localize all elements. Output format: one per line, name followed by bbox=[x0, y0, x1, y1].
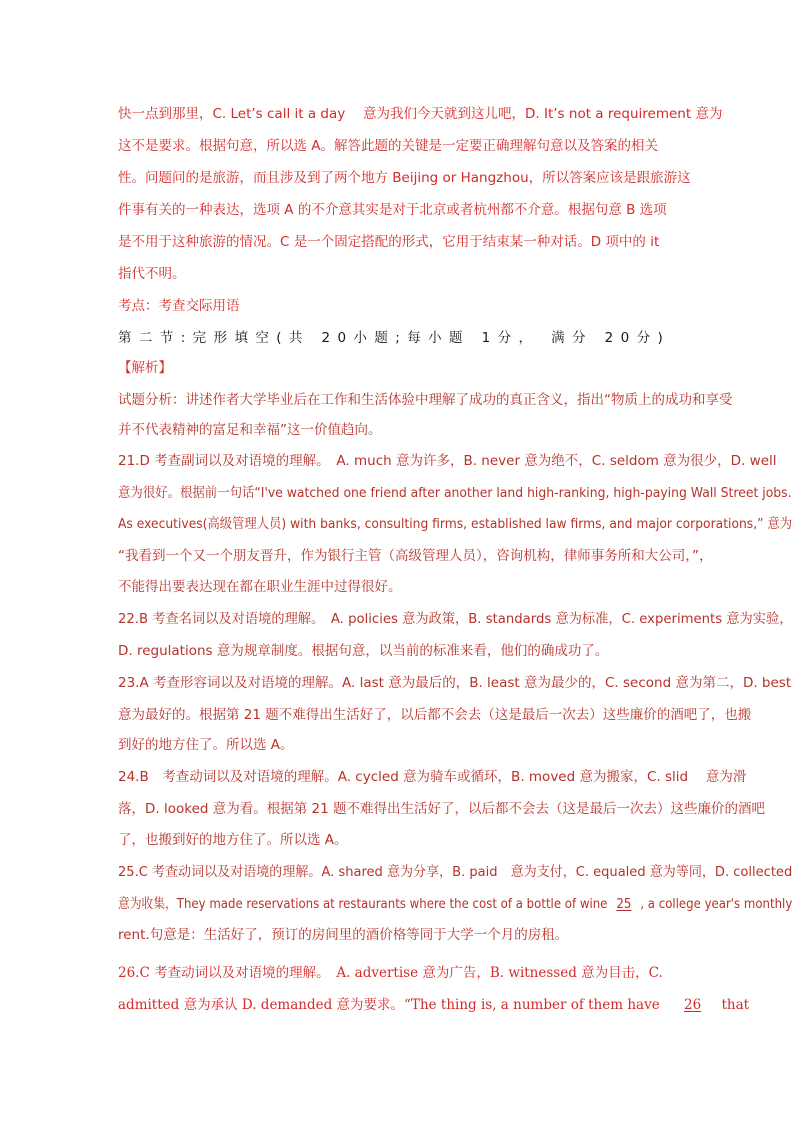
text-line: 23.A 考查形容词以及对语境的理解。A. last 意为最后的，B. least 意为最少的，C. second 意为第二，D. best bbox=[118, 675, 792, 691]
text-line: D. regulations 意为规章制度。根据句意，以当前的标准来看，他们的确成功了。 bbox=[118, 643, 609, 659]
line-text: admitted 意为承认 D. demanded 意为要求。“The thing is, a number of them have bbox=[118, 997, 660, 1013]
line-text: , a college year's monthly bbox=[640, 896, 793, 912]
text-line: 了，也搬到好的地方住了。所以选 A。 bbox=[118, 832, 348, 848]
text-line: 落，D. looked 意为看。根据第 21 题不难得出生活好了，以后都不会去（这是最后一次去）这些廉价的酒吧 bbox=[118, 801, 766, 817]
text-line: 24.B 考查动词以及对语境的理解。A. cycled 意为骑车或循环，B. moved 意为搬家，C. slid 意为滑 bbox=[118, 769, 747, 785]
text-line: 并不代表精神的富足和幸福”这一价值趋向。 bbox=[118, 422, 382, 438]
text-line bbox=[118, 995, 749, 1015]
text-line: 件事有关的一种表达，选项 A 的不介意其实是对于北京或者杭州都不介意。根据句意 B 选项 bbox=[118, 202, 667, 218]
line-text: 意为收集，They made reservations at restaurants where the cost of a bottle of wine bbox=[118, 896, 608, 912]
text-line: 试题分析：讲述作者大学毕业后在工作和生活体验中理解了成功的真正含义，指出“物质上的成功和享受 bbox=[118, 392, 733, 408]
text-line: 不能得出要表达现在都在职业生涯中过得很好。 bbox=[118, 579, 402, 595]
text-line: 21.D 考查副词以及对语境的理解。 A. much 意为许多，B. never 意为绝不，C. seldom 意为很少，D. well bbox=[118, 453, 777, 469]
text-line: “我看到一个又一个朋友晋升，作为银行主管（高级管理人员），咨询机构，律师事务所和大公司，”， bbox=[118, 548, 713, 564]
text-line: 意为很好。根据前一句话“I've watched one friend after another land high-ranking, high-paying Wall Street jobs. bbox=[118, 485, 792, 501]
text-line: 是不用于这种旅游的情况。C 是一个固定搭配的形式，它用于结束某一种对话。D 项中的 it bbox=[118, 234, 660, 250]
text-line: rent.句意是：生活好了，预订的房间里的酒价格等同于大学一个月的房租。 bbox=[118, 927, 569, 943]
blank-25: 25 bbox=[616, 896, 632, 912]
text-line: 快一点到那里，C. Let’s call it a day 意为我们今天就到这儿吧，D. It’s not a requirement 意为 bbox=[118, 106, 723, 122]
text-line: 26.C 考查动词以及对语境的理解。 A. advertise 意为广告，B. witnessed 意为目击，C. bbox=[118, 965, 663, 981]
text-line: 性。问题问的是旅游，而且涉及到了两个地方 Beijing or Hangzhou，所以答案应该是跟旅游这 bbox=[118, 170, 691, 186]
text-line: 指代不明。 bbox=[118, 266, 186, 282]
analysis-heading: 【解析】 bbox=[118, 360, 172, 376]
text-line bbox=[118, 894, 792, 914]
text-line: As executives(高级管理人员) with banks, consulting firms, established law firms, and major corporations,” 意为 bbox=[118, 516, 793, 532]
section-heading: 第二节:完形填空(共 20小题;每小题 1分， 满分 20分) bbox=[118, 330, 671, 346]
text-line: 这不是要求。根据句意，所以选 A。解答此题的关键是一定要正确理解句意以及答案的相关 bbox=[118, 138, 659, 154]
text-line: 22.B 考查名词以及对语境的理解。 A. policies 意为政策，B. standards 意为标准，C. experiments 意为实验， bbox=[118, 611, 793, 627]
text-line: 到好的地方住了。所以选 A。 bbox=[118, 737, 294, 753]
text-line: 意为最好的。根据第 21 题不难得出生活好了，以后都不会去（这是最后一次去）这些廉价的酒吧了，也搬 bbox=[118, 707, 752, 723]
topic-line: 考点：考查交际用语 bbox=[118, 298, 240, 314]
blank-26: 26 bbox=[684, 997, 702, 1013]
text-line: 25.C 考查动词以及对语境的理解。A. shared 意为分享，B. paid 意为支付，C. equaled 意为等同，D. collected bbox=[118, 864, 793, 880]
line-text: that bbox=[721, 997, 750, 1013]
